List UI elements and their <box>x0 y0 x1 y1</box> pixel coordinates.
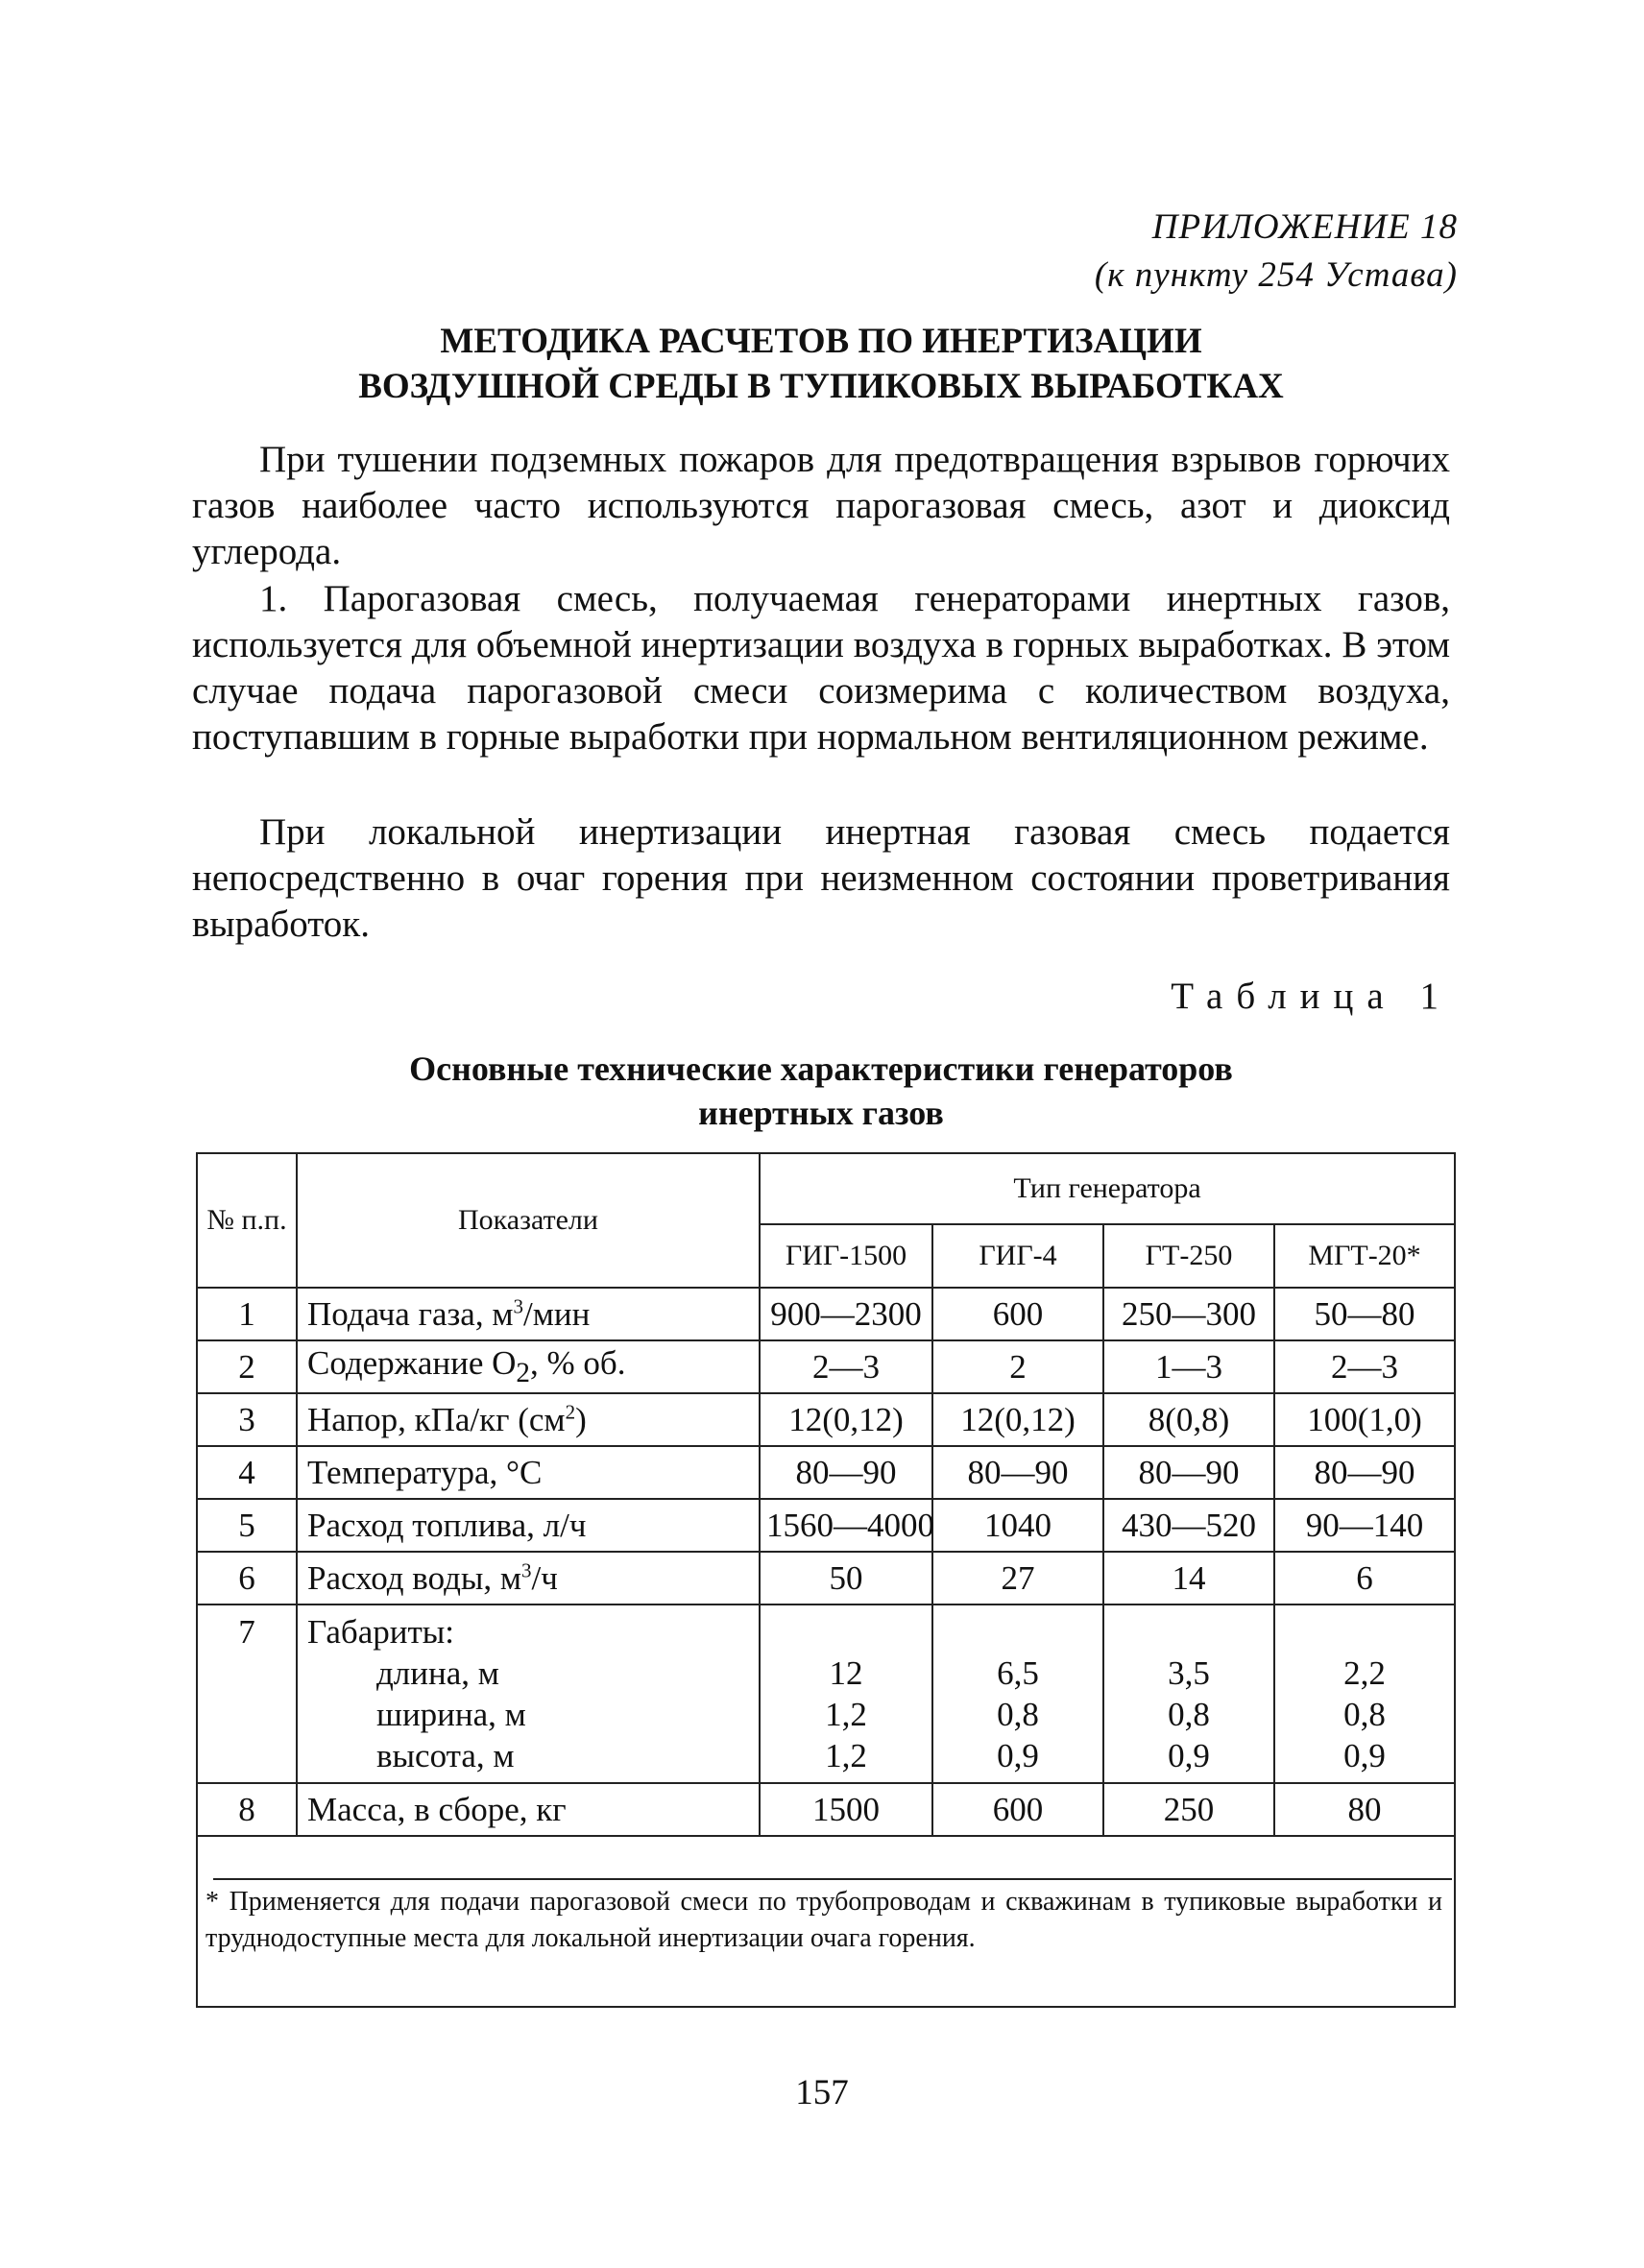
header-indicator: Показатели <box>297 1153 760 1288</box>
cell-value: 1500 <box>760 1783 932 1836</box>
row-number: 2 <box>197 1340 297 1393</box>
row-indicator: Расход воды, $м^3/ч$ <box>297 1552 760 1604</box>
cell-value: 600 <box>932 1288 1103 1340</box>
table-row <box>197 1783 1455 1836</box>
table-title <box>192 1047 1450 1135</box>
row-number: 6 <box>197 1552 297 1604</box>
header-generator: ГИГ-4 <box>932 1224 1103 1288</box>
cell-value: 900—2300 <box>760 1288 932 1340</box>
table-label: Таблица 1 <box>1171 976 1452 1017</box>
appendix-heading <box>1095 204 1458 300</box>
row-number: 4 <box>197 1446 297 1499</box>
cell-value: 2,2 0,8 0,9 <box>1274 1604 1455 1783</box>
table-row <box>197 1340 1455 1393</box>
row-number: 8 <box>197 1783 297 1836</box>
appendix-reference: (к пункту 254 Устава) <box>1094 255 1458 295</box>
footnote-divider <box>213 1878 1452 1880</box>
table-header-row <box>197 1153 1455 1224</box>
cell-value: 8(0,8) <box>1103 1393 1274 1446</box>
cell-value: 80—90 <box>760 1446 932 1499</box>
cell-value: 2—3 <box>1274 1340 1455 1393</box>
table-footnote: * Применяется для подачи парогазовой смеси по трубопроводам и скважинам в тупиковые выработки и труднодоступные места для локальной инертизации очага горения. <box>206 1887 1442 1953</box>
row-number: 5 <box>197 1499 297 1552</box>
row-indicator: Напор, кПа/кг $(см^2)$ <box>297 1393 760 1446</box>
cell-value: 12 1,2 1,2 <box>760 1604 932 1783</box>
generator-spec-table <box>196 1152 1456 1837</box>
row-number: 7 <box>197 1604 297 1783</box>
header-generator: ГТ-250 <box>1103 1224 1274 1288</box>
cell-value: 2—3 <box>760 1340 932 1393</box>
page-number: 157 <box>795 2073 849 2112</box>
header-generator: ГИГ-1500 <box>760 1224 932 1288</box>
table-title-line-2: инертных газов <box>698 1094 944 1132</box>
cell-value: 12(0,12) <box>760 1393 932 1446</box>
cell-value: 50 <box>760 1552 932 1604</box>
cell-value: 1040 <box>932 1499 1103 1552</box>
cell-value: 3,5 0,8 0,9 <box>1103 1604 1274 1783</box>
table-row-dimensions <box>197 1604 1455 1783</box>
paragraph-local-inertization: При локальной инертизации инертная газовая смесь подается непосредственно в очаг горения при неизменном состоянии проветривания выработок. <box>192 811 1450 945</box>
cell-value: 80—90 <box>1274 1446 1455 1499</box>
table-row <box>197 1446 1455 1499</box>
cell-value: 600 <box>932 1783 1103 1836</box>
dims-width-label: ширина, м <box>376 1696 526 1733</box>
row-number: 3 <box>197 1393 297 1446</box>
table-row <box>197 1288 1455 1340</box>
cell-value: 12(0,12) <box>932 1393 1103 1446</box>
cell-value: 90—140 <box>1274 1499 1455 1552</box>
dims-height-label: высота, м <box>376 1737 515 1774</box>
row-indicator: Масса, в сборе, кг <box>297 1783 760 1836</box>
title-line-2: ВОЗДУШНОЙ СРЕДЫ В ТУПИКОВЫХ ВЫРАБОТКАХ <box>358 367 1284 406</box>
cell-value: 50—80 <box>1274 1288 1455 1340</box>
cell-value: 80—90 <box>1103 1446 1274 1499</box>
header-generator: МГТ-20* <box>1274 1224 1455 1288</box>
header-generator-type: Тип генератора <box>760 1153 1455 1224</box>
cell-value: 27 <box>932 1552 1103 1604</box>
cell-value: 1560—4000 <box>760 1499 932 1552</box>
cell-value: 6 <box>1274 1552 1455 1604</box>
appendix-number: ПРИЛОЖЕНИЕ 18 <box>1151 207 1458 247</box>
cell-value: 14 <box>1103 1552 1274 1604</box>
cell-value: 1—3 <box>1103 1340 1274 1393</box>
cell-value: 2 <box>932 1340 1103 1393</box>
table-row <box>197 1552 1455 1604</box>
row-indicator: Подача газа, $м^3$/мин <box>297 1288 760 1340</box>
cell-value: 430—520 <box>1103 1499 1274 1552</box>
row-number: 1 <box>197 1288 297 1340</box>
title-line-1: МЕТОДИКА РАСЧЕТОВ ПО ИНЕРТИЗАЦИИ <box>440 322 1202 361</box>
table-row <box>197 1499 1455 1552</box>
document-title <box>192 319 1450 409</box>
dims-length-label: длина, м <box>376 1654 499 1692</box>
row-indicator: Содержание $O_2$, % об. <box>297 1340 760 1393</box>
table-row <box>197 1393 1455 1446</box>
row-indicator <box>297 1604 760 1783</box>
table-title-line-1: Основные технические характеристики генераторов <box>409 1050 1233 1088</box>
header-number: № п.п. <box>197 1153 297 1288</box>
paragraph-intro: При тушении подземных пожаров для предотвращения взрывов горючих газов наиболее часто используются парогазовая смесь, азот и диоксид углерода. <box>192 439 1450 572</box>
cell-value: 250—300 <box>1103 1288 1274 1340</box>
cell-value: 100(1,0) <box>1274 1393 1455 1446</box>
dims-label: Габариты: <box>307 1613 455 1651</box>
row-indicator: Расход топлива, л/ч <box>297 1499 760 1552</box>
row-indicator: Температура, °С <box>297 1446 760 1499</box>
cell-value: 80 <box>1274 1783 1455 1836</box>
cell-value: 250 <box>1103 1783 1274 1836</box>
paragraph-item-1: 1. Парогазовая смесь, получаемая генераторами инертных газов, используется для объемной инертизации воздуха в горных выработках. В этом случае подача парогазовой смеси соизмерима с количеством воздуха, поступавшим в горные выработки при нормальном вентиляционном режиме. <box>192 578 1450 758</box>
cell-value: 6,5 0,8 0,9 <box>932 1604 1103 1783</box>
cell-value: 80—90 <box>932 1446 1103 1499</box>
